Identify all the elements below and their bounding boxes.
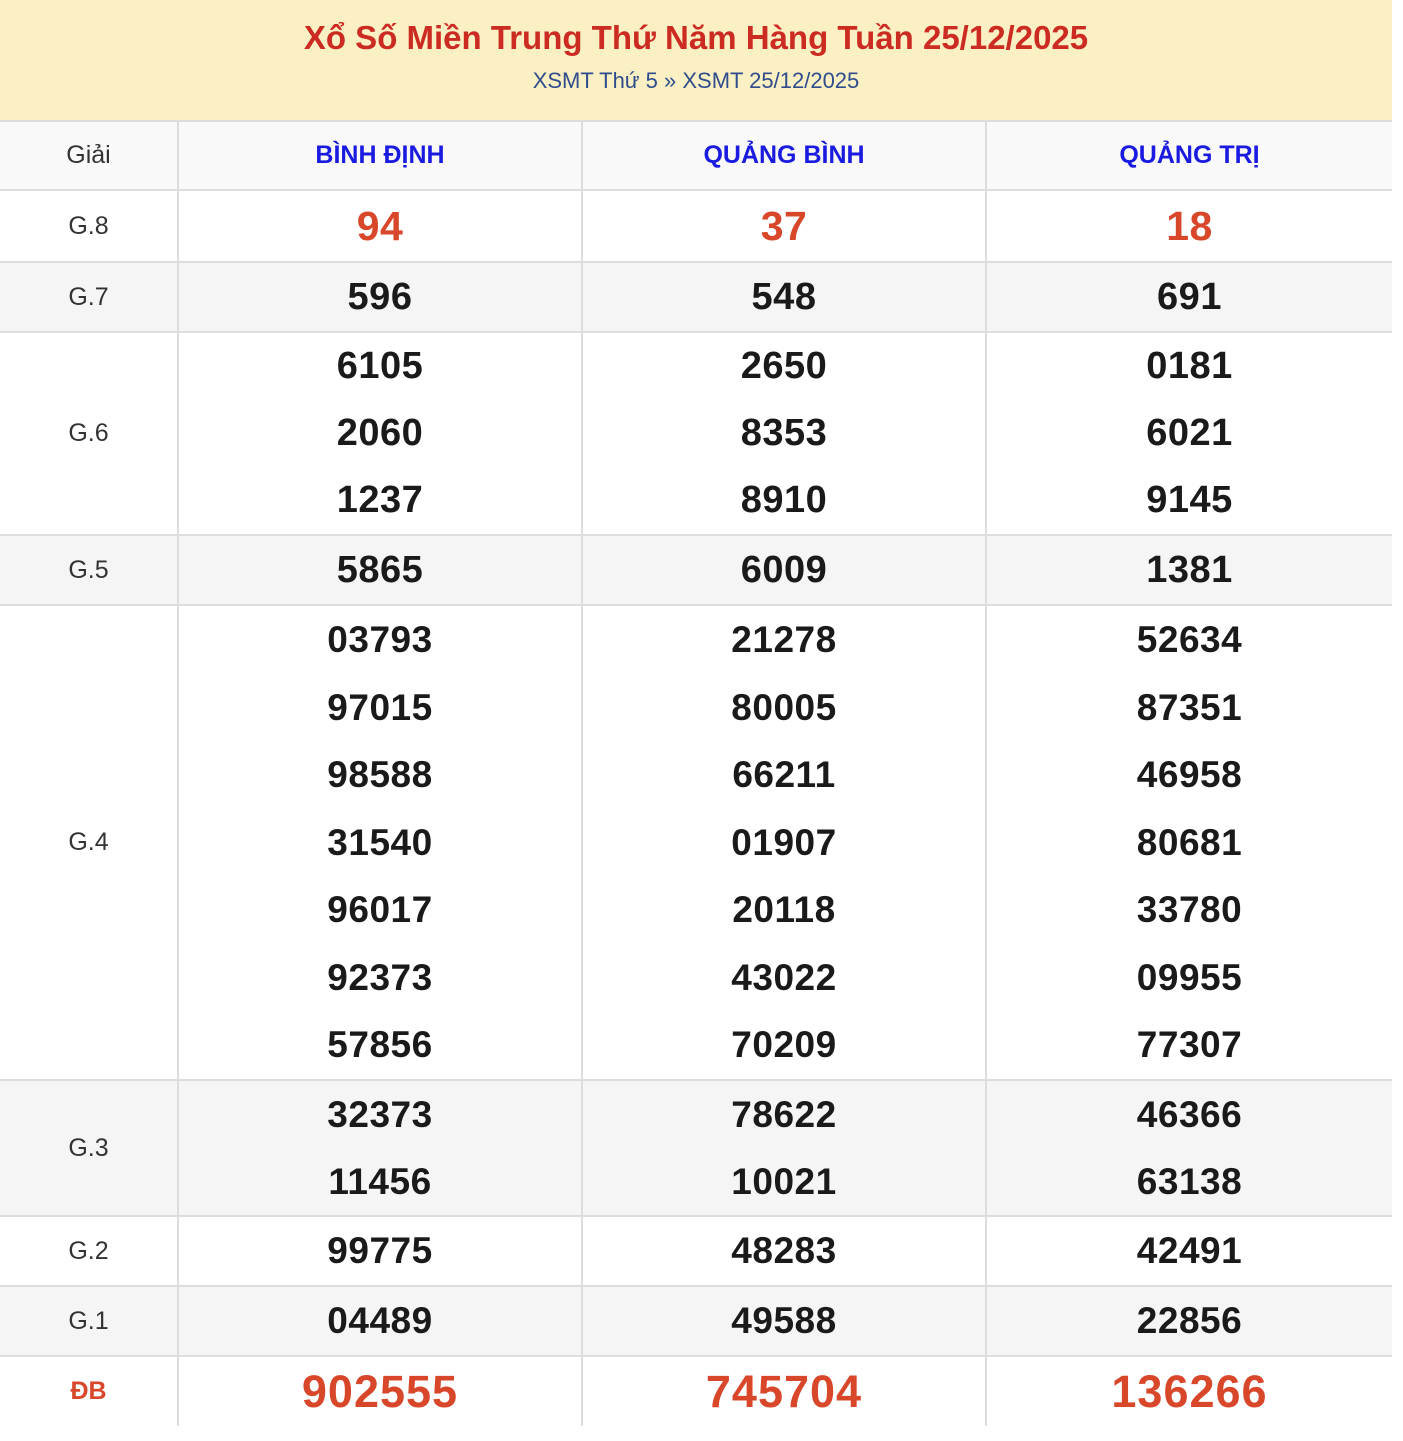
table-row bbox=[0, 262, 1392, 332]
result-cell-quang-binh bbox=[582, 190, 986, 262]
prize-label-cell bbox=[0, 1356, 178, 1426]
result-number: 46958 bbox=[1136, 754, 1243, 796]
result-number: 548 bbox=[751, 276, 817, 318]
page-title: Xổ Số Miền Trung Thứ Năm Hàng Tuần 25/12/2025 bbox=[303, 19, 1089, 56]
result-number: 04489 bbox=[327, 1300, 433, 1341]
result-cell-binh-dinh bbox=[178, 1080, 582, 1216]
result-number: 9145 bbox=[1146, 479, 1233, 521]
table-row bbox=[0, 1080, 1392, 1216]
result-number: 70209 bbox=[731, 1024, 837, 1066]
result-cell-quang-tri bbox=[986, 1286, 1392, 1356]
prize-label: G.3 bbox=[68, 1133, 109, 1162]
result-number: 136266 bbox=[1111, 1365, 1268, 1417]
lottery-results-table bbox=[0, 122, 1392, 1426]
result-number: 49588 bbox=[731, 1300, 837, 1341]
result-number: 691 bbox=[1157, 276, 1222, 318]
result-number: 10021 bbox=[731, 1161, 837, 1202]
prize-label: G.2 bbox=[68, 1236, 109, 1265]
breadcrumb: XSMT Thứ 5 » XSMT 25/12/2025 bbox=[532, 68, 860, 93]
prize-label: ĐB bbox=[70, 1377, 107, 1405]
result-number: 18 bbox=[1166, 203, 1213, 249]
result-number: 596 bbox=[347, 276, 413, 318]
result-number: 31540 bbox=[327, 821, 433, 863]
result-cell-quang-tri bbox=[986, 605, 1392, 1080]
result-number: 52634 bbox=[1136, 619, 1243, 661]
result-number: 32373 bbox=[327, 1094, 433, 1135]
prize-label-cell bbox=[0, 605, 178, 1080]
prize-label: G.1 bbox=[68, 1306, 109, 1335]
result-cell-quang-tri bbox=[986, 190, 1392, 262]
column-header-prize-label: Giải bbox=[66, 141, 111, 169]
result-number: 33780 bbox=[1136, 889, 1243, 931]
prize-label: G.6 bbox=[68, 419, 109, 447]
result-number: 745704 bbox=[705, 1365, 863, 1417]
result-number: 63138 bbox=[1136, 1161, 1243, 1202]
result-number: 96017 bbox=[327, 889, 433, 931]
table-row bbox=[0, 1286, 1392, 1356]
result-cell-binh-dinh bbox=[178, 190, 582, 262]
result-cell-quang-binh bbox=[582, 1356, 986, 1426]
result-number: 2650 bbox=[740, 345, 828, 387]
result-number: 97015 bbox=[327, 686, 433, 728]
result-number: 03793 bbox=[327, 619, 433, 661]
prize-label-cell bbox=[0, 262, 178, 332]
result-cell-binh-dinh bbox=[178, 1356, 582, 1426]
result-number: 66211 bbox=[732, 754, 836, 796]
result-cell-binh-dinh bbox=[178, 605, 582, 1080]
table-row bbox=[0, 332, 1392, 535]
result-number: 6105 bbox=[336, 345, 424, 387]
result-cell-quang-tri bbox=[986, 262, 1392, 332]
result-number: 94 bbox=[356, 203, 404, 249]
prize-label-cell bbox=[0, 1080, 178, 1216]
result-cell-quang-tri bbox=[986, 1216, 1392, 1286]
result-cell-quang-tri bbox=[986, 332, 1392, 535]
page-banner bbox=[0, 0, 1392, 122]
prize-label: G.8 bbox=[68, 211, 109, 240]
column-header-province-1[interactable] bbox=[178, 122, 582, 190]
result-number: 22856 bbox=[1136, 1300, 1243, 1341]
result-number: 57856 bbox=[327, 1024, 433, 1066]
column-header-province-2[interactable] bbox=[582, 122, 986, 190]
result-number: 43022 bbox=[731, 956, 837, 998]
result-number: 80681 bbox=[1136, 821, 1243, 863]
result-number: 87351 bbox=[1136, 686, 1243, 728]
table-row bbox=[0, 535, 1392, 605]
prize-label-cell bbox=[0, 190, 178, 262]
prize-label: G.5 bbox=[68, 555, 109, 584]
table-row bbox=[0, 1216, 1392, 1286]
result-number: 09955 bbox=[1136, 956, 1243, 998]
result-cell-quang-binh bbox=[582, 535, 986, 605]
result-number: 01907 bbox=[731, 821, 837, 863]
result-cell-binh-dinh bbox=[178, 1216, 582, 1286]
result-cell-binh-dinh bbox=[178, 262, 582, 332]
result-cell-quang-tri bbox=[986, 535, 1392, 605]
result-number: 37 bbox=[760, 203, 808, 249]
result-number: 21278 bbox=[731, 619, 837, 661]
result-number: 42491 bbox=[1136, 1230, 1243, 1271]
result-number: 0181 bbox=[1146, 345, 1233, 387]
result-cell-binh-dinh bbox=[178, 332, 582, 535]
result-cell-quang-binh bbox=[582, 1216, 986, 1286]
result-number: 48283 bbox=[731, 1230, 837, 1271]
result-cell-quang-binh bbox=[582, 262, 986, 332]
column-header-province-3[interactable] bbox=[986, 122, 1392, 190]
result-number: 2060 bbox=[336, 412, 424, 454]
prize-label-cell bbox=[0, 535, 178, 605]
result-number: 98588 bbox=[327, 754, 433, 796]
result-cell-binh-dinh bbox=[178, 535, 582, 605]
result-number: 78622 bbox=[731, 1094, 837, 1135]
result-cell-quang-binh bbox=[582, 605, 986, 1080]
result-cell-binh-dinh bbox=[178, 1286, 582, 1356]
result-number: 6009 bbox=[740, 549, 828, 591]
prize-label-cell bbox=[0, 1216, 178, 1286]
result-number: 6021 bbox=[1146, 412, 1233, 454]
result-cell-quang-binh bbox=[582, 1286, 986, 1356]
prize-label: G.7 bbox=[68, 282, 109, 311]
column-header-prize bbox=[0, 122, 178, 190]
result-number: 1381 bbox=[1146, 549, 1233, 591]
result-number: 99775 bbox=[327, 1230, 433, 1271]
result-number: 80005 bbox=[731, 686, 837, 728]
result-number: 11456 bbox=[328, 1161, 432, 1202]
table-row bbox=[0, 1356, 1392, 1426]
result-number: 77307 bbox=[1136, 1024, 1243, 1066]
table-row bbox=[0, 605, 1392, 1080]
prize-label-cell bbox=[0, 1286, 178, 1356]
province-name-quang-tri: QUẢNG TRỊ bbox=[1119, 141, 1260, 169]
result-number: 1237 bbox=[336, 479, 424, 521]
result-number: 8353 bbox=[740, 412, 828, 454]
result-number: 20118 bbox=[732, 889, 836, 931]
result-number: 46366 bbox=[1136, 1094, 1243, 1135]
table-header-row bbox=[0, 122, 1392, 190]
province-name-quang-binh: QUẢNG BÌNH bbox=[703, 141, 865, 169]
province-name-binh-dinh: BÌNH ĐỊNH bbox=[315, 141, 445, 169]
table-row bbox=[0, 190, 1392, 262]
prize-label-cell bbox=[0, 332, 178, 535]
result-number: 5865 bbox=[336, 549, 424, 591]
result-number: 902555 bbox=[301, 1365, 459, 1417]
result-cell-quang-binh bbox=[582, 1080, 986, 1216]
result-number: 92373 bbox=[327, 956, 433, 998]
result-cell-quang-tri bbox=[986, 1356, 1392, 1426]
result-cell-quang-binh bbox=[582, 332, 986, 535]
result-number: 8910 bbox=[740, 479, 828, 521]
prize-label: G.4 bbox=[68, 828, 109, 856]
result-cell-quang-tri bbox=[986, 1080, 1392, 1216]
